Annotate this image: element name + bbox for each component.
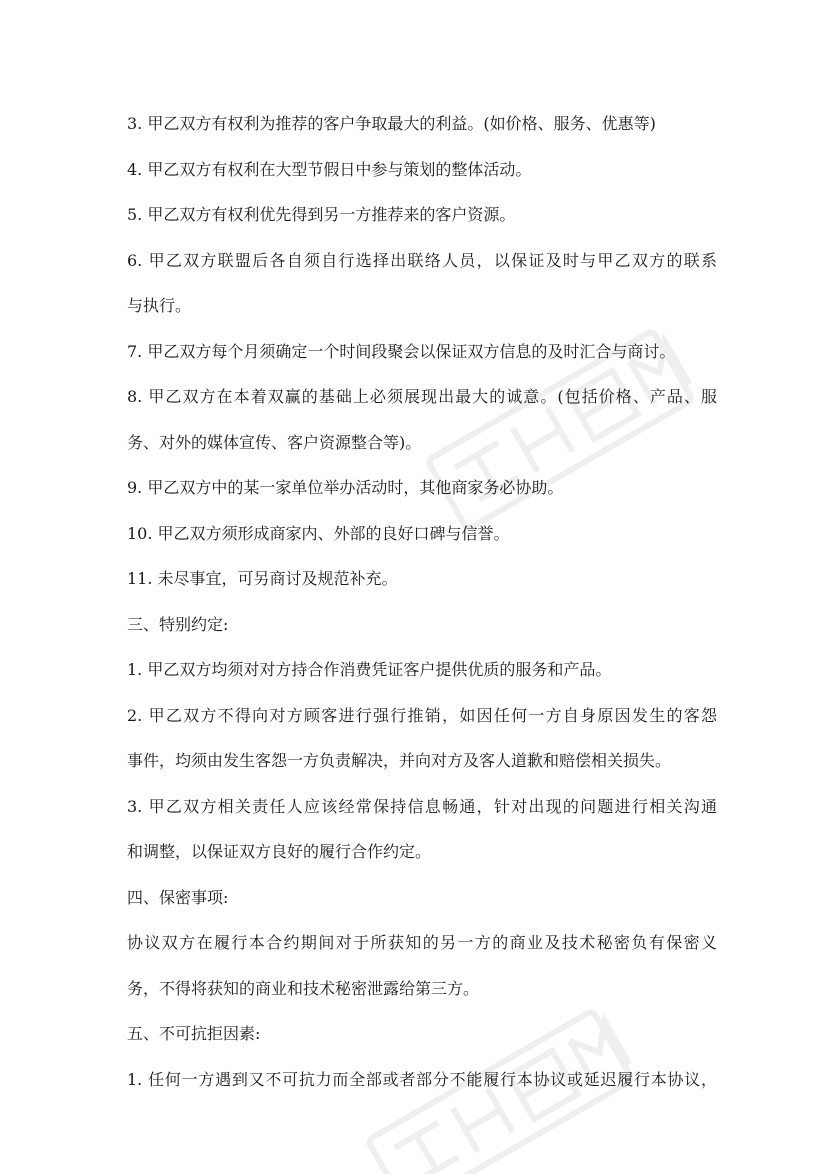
clause-6-line-1: 6. 甲乙双方联盟后各自须自行选择出联络人员，以保证及时与甲乙双方的联系 (127, 250, 717, 270)
special-clause-2-line-1: 2. 甲乙双方不得向对方顾客进行强行推销，如因任何一方自身原因发生的客怨 (127, 705, 717, 725)
clause-5: 5. 甲乙双方有权利优先得到另一方推荐来的客户资源。 (127, 205, 516, 224)
special-clause-3-line-2: 和调整，以保证双方良好的履行合作约定。 (127, 842, 432, 861)
clause-10: 10. 甲乙双方须形成商家内、外部的良好口碑与信誉。 (127, 523, 510, 543)
section-heading-force-majeure: 五、不可抗拒因素: (127, 1024, 261, 1043)
special-clause-3-line-1: 3. 甲乙双方相关责任人应该经常保持信息畅通，针对出现的问题进行相关沟通 (127, 796, 717, 816)
clause-4: 4. 甲乙双方有权利在大型节假日中参与策划的整体活动。 (127, 159, 532, 179)
document-body (127, 108, 717, 1109)
section-heading-special-terms: 三、特别约定: (127, 614, 229, 634)
clause-7: 7. 甲乙双方每个月须确定一个时间段聚会以保证双方信息的及时汇合与商讨。 (127, 341, 676, 361)
confidentiality-line-1: 协议双方在履行本合约期间对于所获知的另一方的商业及技术秘密负有保密义 (127, 933, 717, 952)
clause-8-line-2: 务、对外的媒体宣传、客户资源整合等)。 (127, 432, 422, 452)
clause-11: 11. 未尽事宜，可另商讨及规范补充。 (127, 569, 398, 588)
confidentiality-line-2: 务，不得将获知的商业和技术秘密泄露给第三方。 (127, 978, 480, 998)
clause-6-line-2: 与执行。 (127, 296, 192, 315)
section-heading-confidentiality: 四、保密事项: (127, 887, 229, 907)
clause-3: 3. 甲乙双方有权利为推荐的客户争取最大的利益。(如价格、服务、优惠等) (127, 114, 656, 133)
force-majeure-clause-1: 1. 任何一方遇到又不可抗力而全部或者部分不能履行本协议或延迟履行本协议， (127, 1069, 717, 1089)
special-clause-1: 1. 甲乙双方均须对对方持合作消费凭证客户提供优质的服务和产品。 (127, 660, 612, 679)
special-clause-2-line-2: 事件，均须由发生客怨一方负责解决，并向对方及客人道歉和赔偿相关损失。 (127, 751, 672, 770)
clause-8-line-1: 8. 甲乙双方在本着双赢的基础上必须展现出最大的诚意。(包括价格、产品、服 (127, 387, 717, 406)
clause-9: 9. 甲乙双方中的某一家单位举办活动时，其他商家务必协助。 (127, 478, 564, 497)
